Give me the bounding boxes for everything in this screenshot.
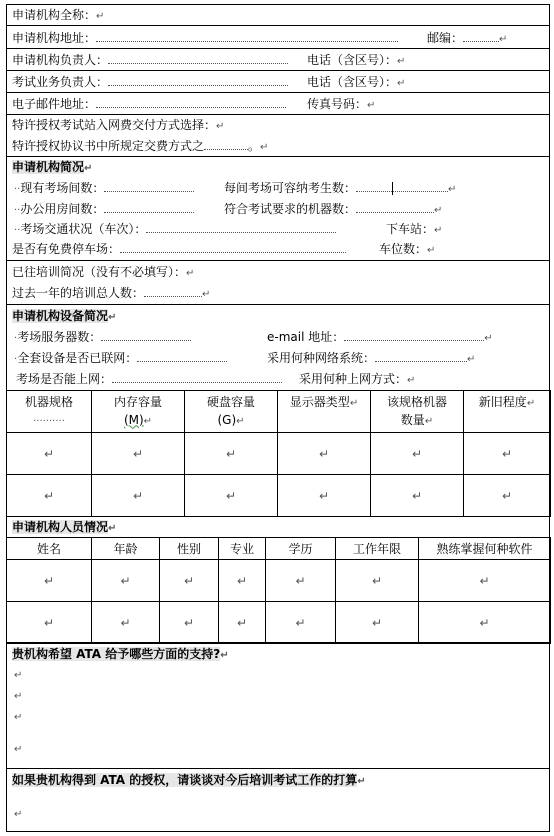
rule [6, 156, 550, 157]
servers-line: ·考场服务器数： [14, 329, 191, 347]
plan-line [12, 772, 366, 790]
header-cell-software: 熟练掌握何种软件 [419, 538, 551, 560]
fee-line-2 [12, 138, 268, 156]
rule [6, 114, 550, 115]
table-cell[interactable]: ↵ [419, 602, 551, 644]
return-mark: ↵ [467, 354, 476, 365]
return-mark: ↵ [260, 142, 269, 153]
return-mark: ↵ [108, 312, 117, 323]
station-label: 下车站： [386, 222, 435, 236]
phone-line [307, 52, 405, 70]
full-name-label: 申请机构全称： [12, 8, 97, 22]
rule [6, 831, 550, 832]
table-cell[interactable]: ↵ [336, 560, 419, 602]
header-cell-years: 工作年限 [336, 538, 419, 560]
table-cell[interactable]: ↵ [185, 475, 278, 517]
training-past-label: 已往培训简况（没有不必填写）： [12, 265, 187, 279]
offices-field[interactable] [104, 201, 194, 213]
training-total-label: 过去一年的培训总人数： [12, 286, 145, 300]
overview-title: 申请机构简况 [12, 160, 85, 174]
address-label: 申请机构地址： [12, 31, 97, 45]
header-cell-count: 该规格机器 数量↵ [371, 391, 464, 433]
offices-label: 办公用房间数： [20, 202, 105, 216]
postcode-label: 邮编： [427, 31, 464, 45]
transport-field[interactable] [146, 221, 336, 233]
return-mark: ↵ [434, 205, 443, 216]
table-cell[interactable]: ↵ [336, 602, 419, 644]
email-line [12, 96, 286, 112]
machines-label: 符合考试要求的机器数： [224, 202, 357, 216]
header-cell-gender: 性别 [160, 538, 219, 560]
head-label: 申请机构负责人： [12, 53, 109, 67]
rooms-field[interactable] [104, 180, 194, 192]
return-mark: ↵ [96, 11, 105, 22]
network-system-label: 采用何种网络系统： [267, 351, 376, 365]
address-line [12, 30, 398, 46]
internet-field[interactable] [112, 371, 282, 383]
table-row [7, 433, 551, 475]
return-mark: ↵ [448, 184, 457, 195]
staff-title: 申请机构人员情况 [12, 520, 109, 534]
table-cell[interactable]: ↵ [371, 433, 464, 475]
table-cell[interactable]: ↵ [219, 560, 266, 602]
equip-email-label: e-mail 地址： [267, 330, 345, 344]
return-mark: ↵ [367, 100, 376, 111]
fee-prefix: 特许授权协议书中所规定交费方式之 [12, 139, 205, 153]
application-form [6, 4, 550, 832]
exam-head-field[interactable] [108, 74, 288, 86]
rule [6, 304, 550, 305]
return-mark: ↵ [484, 333, 493, 344]
table-cell[interactable]: ↵ [92, 433, 185, 475]
table-cell[interactable]: ↵ [160, 602, 219, 644]
table-cell[interactable]: ↵ [219, 602, 266, 644]
return-mark: ↵ [216, 121, 225, 132]
return-mark: ↵ [407, 375, 416, 386]
email-field[interactable] [96, 96, 286, 108]
internet-method-label: 采用何种上网方式： [299, 372, 408, 386]
return-mark: ↵ [499, 34, 508, 45]
return-mark: ↵ [84, 163, 93, 174]
table-cell[interactable]: ↵ [7, 560, 92, 602]
rooms-line: ··现有考场间数： [14, 180, 194, 198]
return-mark: ↵ [397, 78, 406, 89]
internet-method-line [299, 371, 415, 389]
text-cursor [392, 182, 393, 195]
rule [6, 4, 550, 5]
fax-label: 传真号码： [307, 97, 368, 111]
rule [6, 768, 550, 769]
table-cell[interactable]: ↵ [464, 475, 551, 517]
return-mark: ↵ [186, 268, 195, 279]
spots-line [379, 241, 435, 259]
servers-field[interactable] [101, 329, 191, 341]
header-cell-condition: 新旧程度↵ [464, 391, 551, 433]
phone-label: 电话（含区号）： [307, 53, 398, 67]
header-cell-major: 专业 [219, 538, 266, 560]
equipment-section [12, 308, 116, 326]
servers-label: 考场服务器数： [17, 330, 102, 344]
header-cell-monitor: 显示器类型↵ [278, 391, 371, 433]
header-cell-name: 姓名 [7, 538, 92, 560]
return-mark: ↵ [108, 523, 117, 534]
fee-line-1 [12, 117, 224, 135]
head-field[interactable] [108, 52, 288, 64]
fax-line [307, 96, 375, 114]
support-line [12, 646, 229, 664]
postcode-field[interactable] [463, 30, 499, 42]
equipment-header-row [7, 391, 551, 433]
rule [6, 48, 550, 49]
full-name-line [12, 7, 104, 25]
rule [6, 70, 550, 71]
equip-email-line [267, 329, 493, 347]
table-row [7, 602, 551, 644]
parking-line [12, 241, 346, 257]
support-answer-line[interactable]: ↵ [14, 670, 23, 681]
table-cell[interactable]: ↵ [160, 560, 219, 602]
training-past-line [12, 264, 194, 282]
support-answer-line[interactable]: ↵ [14, 691, 23, 702]
networked-field[interactable] [137, 350, 227, 362]
table-cell[interactable]: ↵ [419, 560, 551, 602]
table-cell[interactable]: ↵ [371, 475, 464, 517]
table-cell[interactable]: ↵ [7, 475, 92, 517]
offices-line: ··办公用房间数： [14, 201, 194, 219]
return-mark: ↵ [357, 776, 366, 787]
header-cell-memory: 内存容量 (M)↵ [92, 391, 185, 433]
return-mark: ↵ [397, 56, 406, 67]
transport-label: 考场交通状况（车次）： [20, 222, 147, 236]
address-field[interactable] [96, 30, 398, 42]
network-system-field[interactable] [375, 350, 467, 362]
internet-label: 考场是否能上网： [16, 372, 113, 386]
machines-field[interactable] [356, 201, 434, 213]
table-row [7, 560, 551, 602]
return-mark: ↵ [427, 245, 436, 256]
table-cell[interactable]: ↵ [92, 475, 185, 517]
table-cell[interactable]: ↵ [7, 602, 92, 644]
internet-line [16, 371, 282, 387]
fee-suffix: 。 [248, 139, 261, 153]
phone2-label: 电话（含区号）： [307, 75, 398, 89]
training-total-line [12, 285, 210, 303]
support-answer-line[interactable]: ↵ [14, 712, 23, 723]
equip-email-field[interactable] [344, 329, 484, 341]
table-cell[interactable]: ↵ [278, 475, 371, 517]
plan-answer-line[interactable]: ↵ [14, 809, 23, 820]
rule [6, 260, 550, 261]
capacity-label: 每间考场可容纳考生数： [224, 181, 357, 195]
return-mark: ↵ [434, 225, 443, 236]
support-answer-line[interactable]: ↵ [14, 744, 23, 755]
exam-head-label: 考试业务负责人： [12, 75, 109, 89]
fee-question: 特许授权考试站入网费交付方式选择： [12, 118, 217, 132]
support-question: 贵机构希望 ATA 给予哪些方面的支持? [12, 647, 221, 661]
staff-section [12, 519, 116, 537]
capacity-line [224, 180, 456, 198]
table-cell[interactable]: ↵ [185, 433, 278, 475]
header-cell-spec: 机器规格 ·········· [7, 391, 92, 433]
machines-line [224, 201, 442, 219]
phone2-line [307, 74, 405, 92]
fee-method-field[interactable] [204, 138, 248, 150]
table-cell[interactable]: ↵ [92, 602, 160, 644]
table-cell[interactable]: ↵ [266, 560, 336, 602]
training-total-field[interactable] [144, 285, 202, 297]
equipment-table [6, 390, 551, 517]
return-mark: ↵ [202, 289, 211, 300]
network-system-line [267, 350, 475, 368]
parking-label: 是否有免费停车场： [12, 242, 121, 256]
head-line [12, 52, 288, 68]
parking-field[interactable] [120, 241, 346, 253]
rooms-label: 现有考场间数： [20, 181, 105, 195]
rule [6, 92, 550, 93]
table-cell[interactable]: ↵ [92, 560, 160, 602]
staff-table [6, 537, 551, 644]
exam-head-line [12, 74, 288, 90]
spots-label: 车位数： [379, 242, 428, 256]
equipment-title: 申请机构设备简况 [12, 309, 109, 323]
table-row [7, 475, 551, 517]
header-cell-education: 学历 [266, 538, 336, 560]
email-label: 电子邮件地址： [12, 97, 97, 111]
overview-section [12, 159, 92, 177]
table-cell[interactable]: ↵ [464, 433, 551, 475]
plan-question: 如果贵机构得到 ATA 的授权，请谈谈对今后培训考试工作的打算 [12, 773, 358, 787]
capacity-field[interactable] [356, 180, 448, 192]
header-cell-age: 年龄 [92, 538, 160, 560]
station-line [386, 221, 442, 239]
return-mark: ↵ [220, 650, 229, 661]
header-cell-disk: 硬盘容量 (G)↵ [185, 391, 278, 433]
networked-label: 全套设备是否已联网： [17, 351, 138, 365]
table-cell[interactable]: ↵ [278, 433, 371, 475]
table-cell[interactable]: ↵ [7, 433, 92, 475]
rule [6, 25, 550, 26]
table-cell[interactable]: ↵ [266, 602, 336, 644]
transport-line: ··考场交通状况（车次）： [14, 221, 336, 239]
staff-header-row [7, 538, 551, 560]
postcode-line [427, 30, 507, 48]
networked-line: ·全套设备是否已联网： [14, 350, 227, 368]
